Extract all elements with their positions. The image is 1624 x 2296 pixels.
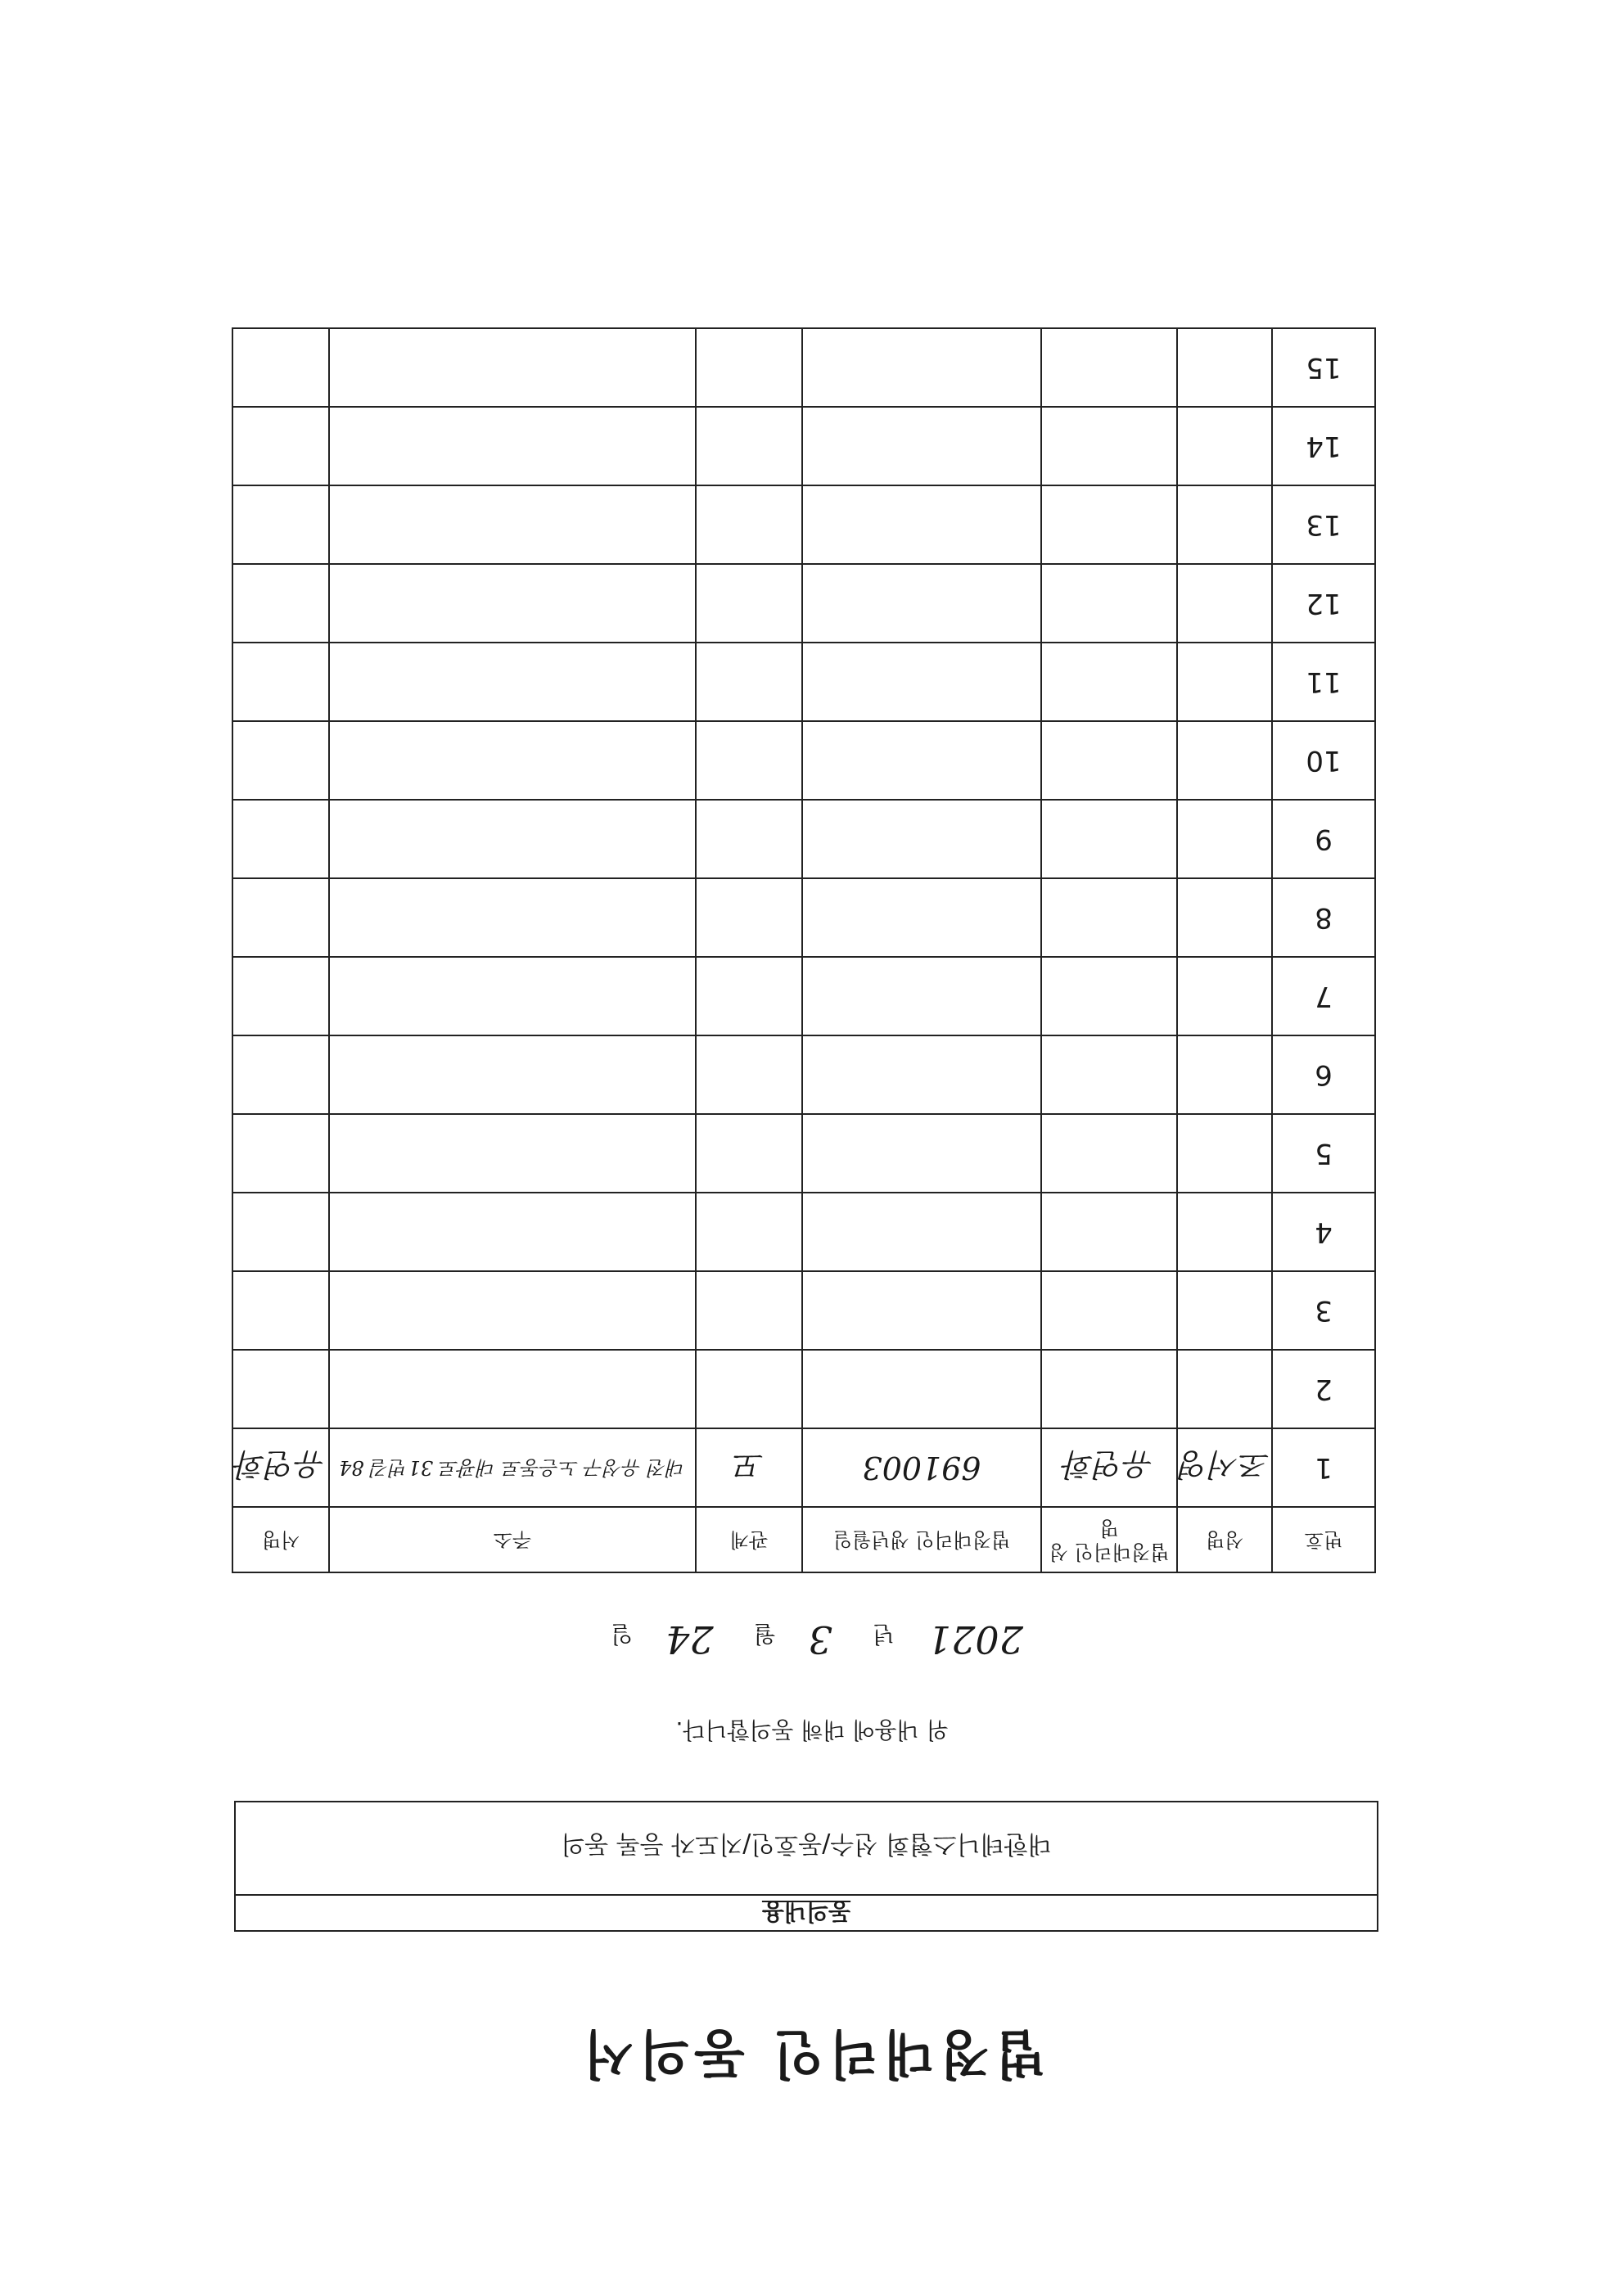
- row-guardian-birth: [802, 1035, 1041, 1114]
- row-no: 7: [1272, 957, 1375, 1035]
- row-relation: [696, 878, 802, 957]
- row-relation: 모: [696, 1428, 802, 1507]
- row-signature: [232, 1350, 329, 1428]
- row-guardian-name: [1041, 1114, 1177, 1193]
- table-header-row: [232, 1507, 1375, 1572]
- row-signature: [232, 564, 329, 643]
- header-guardian-name: 법정대리인 성명: [1041, 1507, 1177, 1572]
- date-line: [0, 1617, 1624, 1662]
- row-address: [329, 1114, 696, 1193]
- table-row: [232, 800, 1375, 878]
- row-guardian-name: [1041, 643, 1177, 721]
- date-year: 2021: [927, 1617, 1023, 1662]
- row-guardian-birth: [802, 1350, 1041, 1428]
- row-address: [329, 485, 696, 564]
- row-relation: [696, 328, 802, 407]
- row-guardian-name: [1041, 485, 1177, 564]
- date-day-label: 일: [611, 1621, 634, 1648]
- row-relation: [696, 1114, 802, 1193]
- row-name: [1177, 721, 1272, 800]
- row-relation: [696, 643, 802, 721]
- row-guardian-birth: [802, 1114, 1041, 1193]
- row-no: 13: [1272, 485, 1375, 564]
- row-signature: [232, 1193, 329, 1271]
- row-signature: [232, 328, 329, 407]
- table-row: [232, 721, 1375, 800]
- header-signature: 서명: [232, 1507, 329, 1572]
- row-address: [329, 721, 696, 800]
- row-relation: [696, 1035, 802, 1114]
- row-guardian-birth: [802, 328, 1041, 407]
- row-address: [329, 878, 696, 957]
- header-relation: 관계: [696, 1507, 802, 1572]
- row-guardian-name: [1041, 328, 1177, 407]
- table-row: [232, 878, 1375, 957]
- row-name: [1177, 1035, 1272, 1114]
- row-address: 대전 유성구 노은동로 대광로 31번길 84: [329, 1428, 696, 1507]
- row-no: 4: [1272, 1193, 1375, 1271]
- row-name: [1177, 564, 1272, 643]
- row-no: 1: [1272, 1428, 1375, 1507]
- row-name: [1177, 643, 1272, 721]
- header-name: 성명: [1177, 1507, 1272, 1572]
- row-guardian-birth: [802, 1193, 1041, 1271]
- row-address: [329, 643, 696, 721]
- table-row: [232, 1035, 1375, 1114]
- row-relation: [696, 1350, 802, 1428]
- header-address: 주소: [329, 1507, 696, 1572]
- row-address: [329, 1271, 696, 1350]
- row-name: [1177, 485, 1272, 564]
- table-row: [232, 1271, 1375, 1350]
- row-guardian-name: [1041, 407, 1177, 485]
- document-title: 법정대리인 동의서: [578, 2023, 1046, 2083]
- row-guardian-name: [1041, 564, 1177, 643]
- row-signature: [232, 721, 329, 800]
- row-signature: [232, 407, 329, 485]
- row-no: 9: [1272, 800, 1375, 878]
- row-guardian-birth: [802, 800, 1041, 878]
- table-row: [232, 485, 1375, 564]
- row-guardian-birth: [802, 407, 1041, 485]
- row-relation: [696, 485, 802, 564]
- row-name: [1177, 407, 1272, 485]
- guardian-signature-table: [232, 327, 1376, 1573]
- row-guardian-birth: [802, 643, 1041, 721]
- row-no: 10: [1272, 721, 1375, 800]
- row-address: [329, 1350, 696, 1428]
- row-name: [1177, 1271, 1272, 1350]
- row-signature: [232, 800, 329, 878]
- row-guardian-birth: [802, 485, 1041, 564]
- row-guardian-name: [1041, 1193, 1177, 1271]
- row-name: 조서영: [1177, 1428, 1272, 1507]
- date-month: 3: [808, 1617, 832, 1662]
- row-name: [1177, 878, 1272, 957]
- header-guardian-birth: 법정대리인 생년월일: [802, 1507, 1041, 1572]
- row-address: [329, 1035, 696, 1114]
- row-no: 14: [1272, 407, 1375, 485]
- row-guardian-birth: [802, 564, 1041, 643]
- row-name: [1177, 1350, 1272, 1428]
- agreement-statement: 위 내용에 대해 동의합니다.: [675, 1716, 949, 1743]
- consent-box: [234, 1801, 1378, 1932]
- table-row: [232, 1193, 1375, 1271]
- row-guardian-birth: [802, 721, 1041, 800]
- date-year-label: 년: [872, 1621, 895, 1648]
- row-name: [1177, 957, 1272, 1035]
- row-signature: [232, 1035, 329, 1114]
- row-signature: [232, 878, 329, 957]
- row-guardian-birth: [802, 957, 1041, 1035]
- table-row: [232, 328, 1375, 407]
- row-no: 2: [1272, 1350, 1375, 1428]
- row-no: 3: [1272, 1271, 1375, 1350]
- row-address: [329, 328, 696, 407]
- row-no: 5: [1272, 1114, 1375, 1193]
- row-guardian-name: [1041, 1350, 1177, 1428]
- row-address: [329, 564, 696, 643]
- row-signature: [232, 957, 329, 1035]
- row-guardian-birth: [802, 878, 1041, 957]
- consent-body: 대한테니스협회 선수/동호인/지도자 등록 동의: [561, 1829, 1052, 1858]
- table-row: [232, 1350, 1375, 1428]
- row-guardian-name: [1041, 878, 1177, 957]
- row-guardian-name: [1041, 957, 1177, 1035]
- row-guardian-name: [1041, 1035, 1177, 1114]
- row-no: 12: [1272, 564, 1375, 643]
- table-row: [232, 957, 1375, 1035]
- row-relation: [696, 564, 802, 643]
- row-relation: [696, 800, 802, 878]
- row-name: [1177, 800, 1272, 878]
- row-signature: 유연화: [232, 1428, 329, 1507]
- row-signature: [232, 485, 329, 564]
- consent-heading: 동의내용: [236, 1894, 1377, 1930]
- row-guardian-name: [1041, 1271, 1177, 1350]
- table-row: [232, 1114, 1375, 1193]
- row-signature: [232, 643, 329, 721]
- row-guardian-name: [1041, 800, 1177, 878]
- row-name: [1177, 1193, 1272, 1271]
- row-address: [329, 957, 696, 1035]
- row-relation: [696, 721, 802, 800]
- table-row: [232, 407, 1375, 485]
- row-relation: [696, 957, 802, 1035]
- row-relation: [696, 1193, 802, 1271]
- row-name: [1177, 1114, 1272, 1193]
- row-relation: [696, 407, 802, 485]
- date-day: 24: [665, 1617, 714, 1662]
- row-guardian-birth: [802, 1271, 1041, 1350]
- row-no: 11: [1272, 643, 1375, 721]
- row-guardian-birth: 691003: [802, 1428, 1041, 1507]
- table-row: [232, 643, 1375, 721]
- table-row: [232, 1428, 1375, 1507]
- row-address: [329, 1193, 696, 1271]
- row-no: 15: [1272, 328, 1375, 407]
- row-no: 6: [1272, 1035, 1375, 1114]
- row-address: [329, 407, 696, 485]
- row-signature: [232, 1271, 329, 1350]
- row-guardian-name: [1041, 721, 1177, 800]
- table-row: [232, 564, 1375, 643]
- row-no: 8: [1272, 878, 1375, 957]
- header-no: 번호: [1272, 1507, 1375, 1572]
- row-guardian-name: 유연화: [1041, 1428, 1177, 1507]
- row-signature: [232, 1114, 329, 1193]
- row-relation: [696, 1271, 802, 1350]
- row-name: [1177, 328, 1272, 407]
- row-address: [329, 800, 696, 878]
- date-month-label: 월: [753, 1621, 776, 1648]
